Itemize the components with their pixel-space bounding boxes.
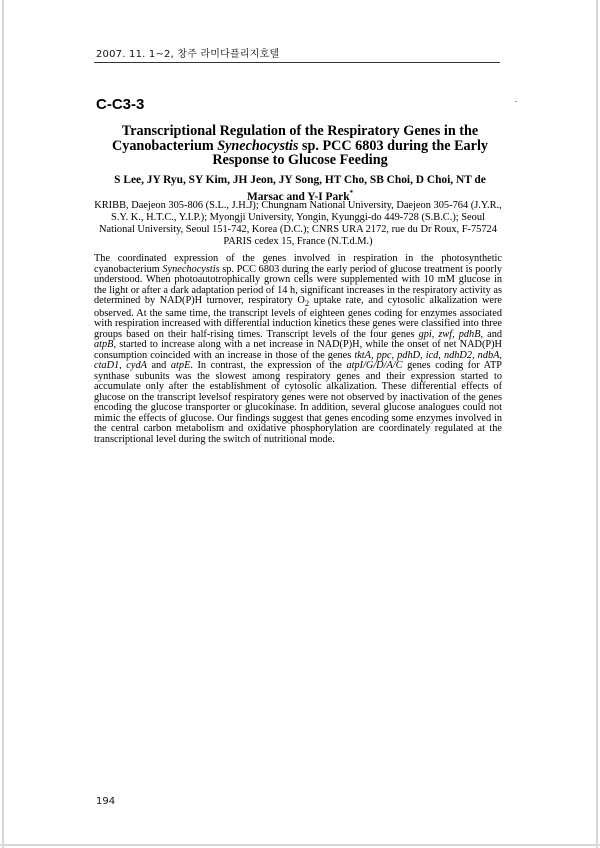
oxygen-subscript: 2 — [304, 298, 310, 309]
abstract-organism: Synechocystis — [162, 263, 220, 275]
abstract-text: The coordinated expression of the genes involved in respiration in the photosynthetic cyanobacterium — [94, 253, 502, 275]
affiliations: KRIBB, Daejeon 305-806 (S.L., J.H.J); Chungnam National University, Daejeon 305-764 (J.Y.R., S.Y. K., H.T.C., Y.I.P.); Myongji University, Yongin, Kyunggi-do 449-728 (S.B.C.); Seoul National University, Seoul 151-742, Korea (D.C.); CNRS URA 2172, rue du Dr Roux, F-75724 PARIS cedex 15, France (N.T.d.M.) — [94, 200, 502, 248]
gene-names: gpi, zwf, pdhB, — [418, 328, 484, 340]
abstract-text: and — [146, 360, 171, 372]
abstract-text: started to increase along with a net increase in NAD(P)H, while the onset of net NAD(P)H consumption coincided with an increase in those of the genes — [94, 339, 502, 361]
abstract-text: . In contrast, the expression of the — [190, 360, 347, 372]
running-header: 2007. 11. 1~2, 창주 라미다플리지호텔 — [96, 49, 280, 60]
author-names: S Lee, JY Ryu, SY Kim, JH Jeon, JY Song, HT Cho, SB Choi, D Choi, NT de Marsac and Y-I Park — [114, 174, 486, 203]
gene-names: tktA, ppc, pdhD, icd, ndhD2, ndbA, ctaD1, cydA — [94, 349, 502, 372]
abstract-text: sp. PCC 6803 during the early period of glucose treatment is poorly understood. When photoautotrophically grown cells were supplemented with 10 mM glucose in the light or after a dark adaptation period of 14 h, significant increases in the respiratory activity as determined by NAD(P)H turnover, respiratory O — [94, 263, 502, 306]
gene-names: atpE — [170, 360, 191, 372]
abstract-text: uptake rate, and cytosolic alkalization were observed. At the same time, the transcript levels of eighteen genes coding for enzymes associated with respiration increased with differential induction kinetics these genes were classified into three groups based on their half-rising times. Transcript levels of the four genes — [94, 295, 502, 340]
page-number: 194 — [96, 796, 116, 807]
abstract-text: genes coding for ATP synthase subunits was the slowest among respiratory genes and their expression started to accumulate only after the establishment of cytosolic alkalization. These differential effects of glucose on the transcript levelsof respiratory genes were not observed by inactivation of the genes encoding the glucose transporter or glucokinase. In addition, several glucose analogues could not mimic the effects of glucose. Our findings suggest that genes encoding some enzymes involved in the central carbon metabolism and oxidative phosphorylation are coordinately regulated at the transcriptional level during the switch of nutritional mode. — [94, 360, 502, 445]
paper-title — [100, 124, 500, 168]
gene-names: atpB, — [94, 339, 117, 351]
corresponding-author-mark: * — [349, 189, 354, 197]
page-edge-right — [596, 0, 598, 848]
session-code: C-C3-3 — [96, 96, 145, 113]
page-edge-bottom — [0, 844, 600, 846]
abstract-body — [94, 254, 502, 445]
scan-speck — [515, 101, 517, 102]
abstract-text: and — [483, 328, 502, 340]
page-edge-left — [2, 0, 4, 848]
header-divider — [94, 62, 500, 63]
title-part-1: Transcriptional Regulation of the Respiratory Genes in the Cyanobacterium — [112, 123, 479, 154]
gene-names: atpI/G/D/A/C — [346, 360, 403, 372]
title-organism: Synechocystis — [217, 137, 299, 154]
title-part-2: sp. PCC 6803 during the Early Response to Glucose Feeding — [212, 137, 488, 168]
